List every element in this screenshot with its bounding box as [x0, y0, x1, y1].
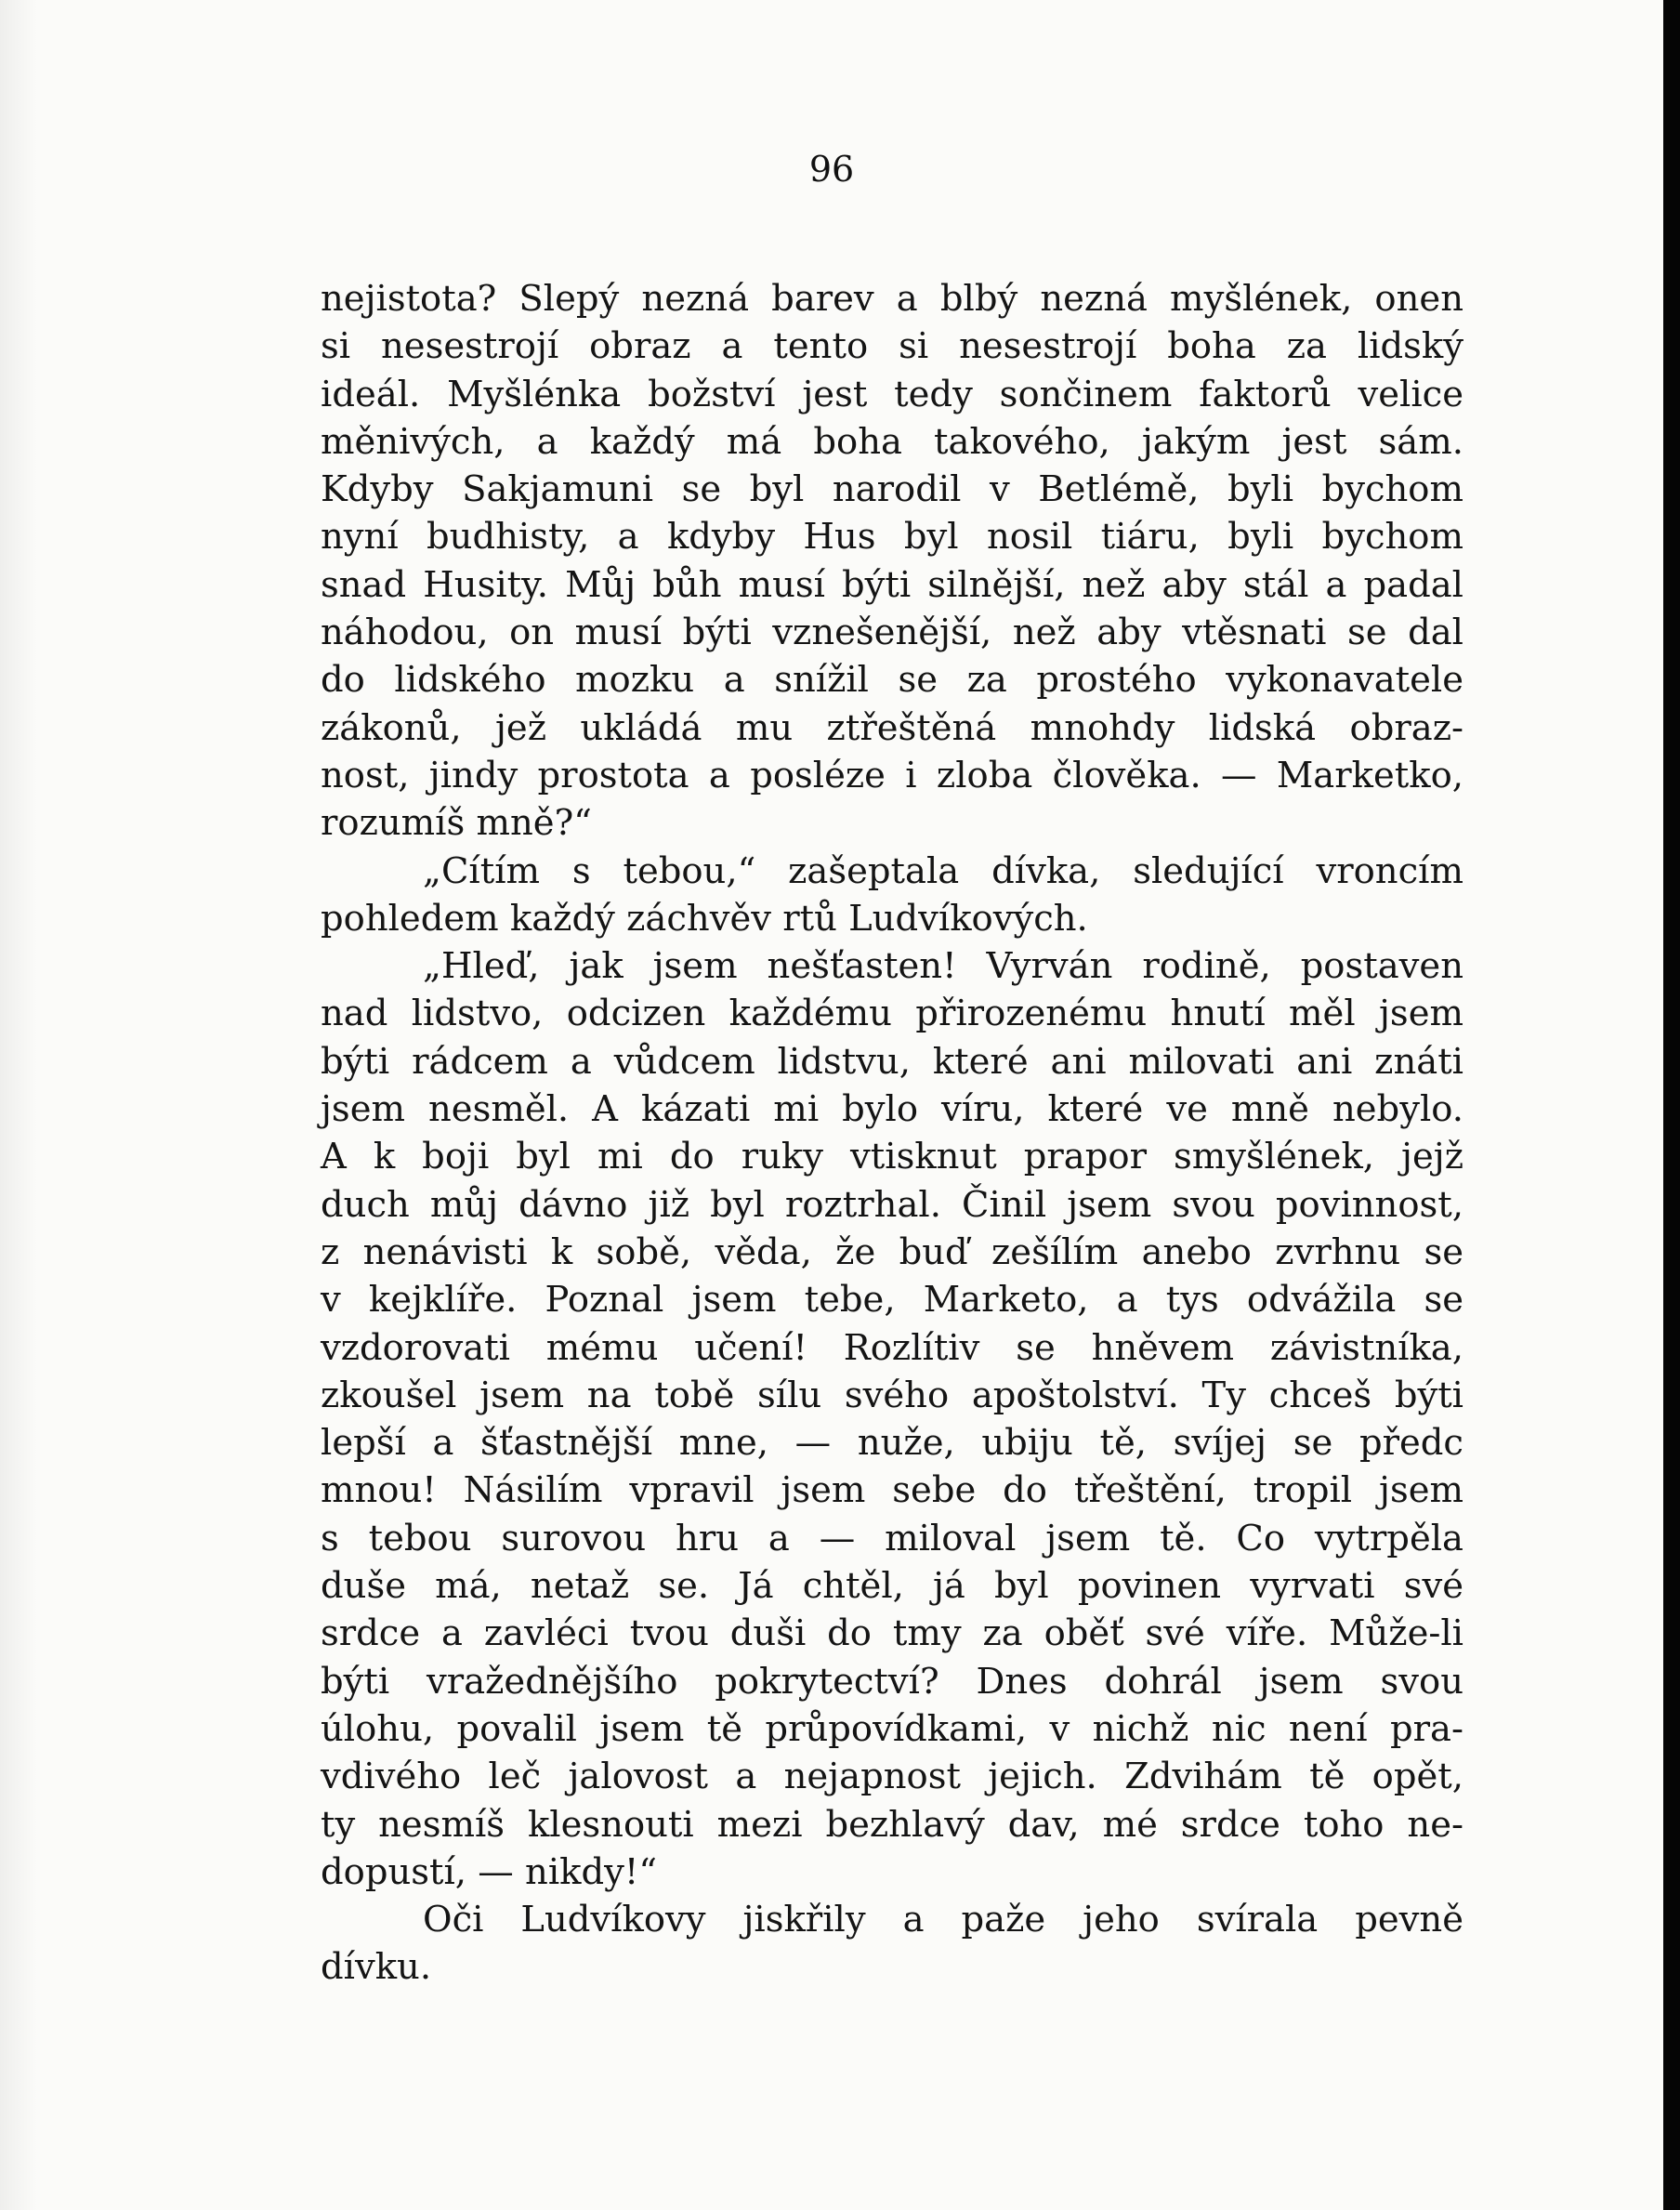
- paragraph: [321, 942, 1463, 1896]
- text-line: rozumíš mně?“: [321, 802, 592, 845]
- text-line: býti vražednějšího pokrytectví? Dnes dohrál jsem svou: [321, 1660, 1463, 1703]
- text-line: zákonů, jež ukládá mu ztřeštěná mnohdy lidská obraz-: [321, 706, 1463, 749]
- paragraph: [321, 1896, 1463, 1992]
- text-line: srdce a zavléci tvou duši do tmy za oběť své víře. Může-li: [321, 1612, 1463, 1655]
- text-line: do lidského mozku a snížil se za prostého vykonavatele: [321, 659, 1463, 702]
- text-line: vzdorovati mému učení! Rozlítiv se hněvem závistníka,: [321, 1326, 1463, 1369]
- text-line: Kdyby Sakjamuni se byl narodil v Betlémě, byli bychom: [321, 468, 1463, 511]
- text-line: Oči Ludvíkovy jiskřily a paže jeho svírala pevně: [423, 1899, 1463, 1941]
- text-line: úlohu, povalil jsem tě průpovídkami, v nichž nic není pra-: [321, 1707, 1463, 1750]
- text-line: ty nesmíš klesnouti mezi bezhlavý dav, mé srdce toho ne-: [321, 1803, 1463, 1846]
- text-line: duše má, netaž se. Já chtěl, já byl povinen vyrvati své: [321, 1565, 1463, 1608]
- text-line: pohledem každý záchvěv rtů Ludvíkových.: [321, 897, 1088, 940]
- page-number: 96: [808, 149, 855, 190]
- text-line: duch můj dávno již byl roztrhal. Činil jsem svou povinnost,: [321, 1183, 1463, 1226]
- text-line: zkoušel jsem na tobě sílu svého apoštolství. Ty chceš býti: [321, 1374, 1463, 1416]
- text-line: měnivých, a každý má boha takového, jakým jest sám.: [321, 420, 1463, 463]
- paragraph: [321, 848, 1463, 943]
- text-line: nost, jindy prostota a posléze i zloba člověka. — Marketko,: [321, 754, 1463, 796]
- text-line: „Hleď, jak jsem nešťasten! Vyrván rodině, postaven: [423, 945, 1463, 988]
- page-edge-shadow: [0, 0, 37, 2210]
- text-line: dívku.: [321, 1946, 432, 1989]
- text-line: náhodou, on musí býti vznešenější, než aby vtěsnati se dal: [321, 612, 1463, 654]
- text-line: si nesestrojí obraz a tento si nesestrojí boha za lidský: [321, 325, 1463, 368]
- text-line: v kejklíře. Poznal jsem tebe, Marketo, a tys odvážila se: [321, 1279, 1463, 1322]
- text-line: vdivého leč jalovost a nejapnost jejich. Zdvihám tě opět,: [321, 1756, 1463, 1798]
- text-line: býti rádcem a vůdcem lidstvu, které ani milovati ani znáti: [321, 1040, 1463, 1083]
- text-line: nyní budhisty, a kdyby Hus byl nosil tiáru, byli bychom: [321, 516, 1463, 559]
- text-line: ideál. Myšlénka božství jest tedy sončinem faktorů velice: [321, 373, 1463, 415]
- text-line: „Cítím s tebou,“ zašeptala dívka, sledující vroncím: [423, 849, 1463, 892]
- text-line: jsem nesměl. A kázati mi bylo víru, které ve mně nebylo.: [321, 1088, 1463, 1131]
- text-line: s tebou surovou hru a — miloval jsem tě. Co vytrpěla: [321, 1517, 1463, 1559]
- text-line: z nenávisti k sobě, věda, že buď zešílím anebo zvrhnu se: [321, 1230, 1463, 1273]
- paragraph: [321, 275, 1463, 848]
- text-line: mnou! Násilím vpravil jsem sebe do třeštění, tropil jsem: [321, 1469, 1463, 1512]
- text-line: dopustí, — nikdy!“: [321, 1850, 658, 1893]
- text-line: A k boji byl mi do ruky vtisknut prapor smyšlének, jejž: [321, 1136, 1463, 1178]
- text-line: nejistota? Slepý nezná barev a blbý nezná myšlének, onen: [321, 278, 1463, 320]
- scan-border: [1663, 0, 1680, 2210]
- text-line: snad Husity. Můj bůh musí býti silnější, než aby stál a padal: [321, 563, 1463, 606]
- text-line: nad lidstvo, odcizen každému přirozenému hnutí měl jsem: [321, 993, 1463, 1035]
- text-line: lepší a šťastnější mne, — nuže, ubiju tě, svíjej se předc: [321, 1422, 1463, 1465]
- body-text: [321, 275, 1463, 1992]
